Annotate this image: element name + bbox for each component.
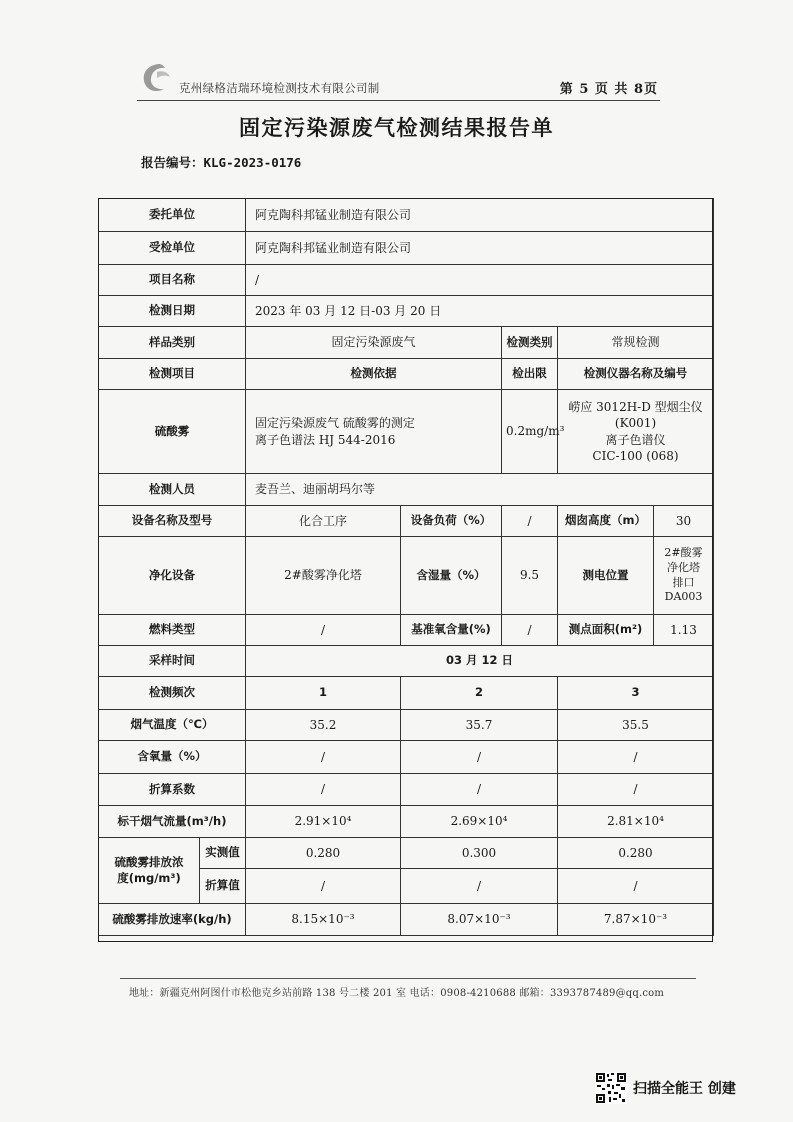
- instrument-line: CIC-100 (068): [592, 448, 679, 463]
- position-line: 排口: [672, 575, 695, 589]
- rate-value: 8.07×10⁻³: [401, 904, 558, 936]
- company-name: 克州绿格洁瑞环境检测技术有限公司制: [179, 81, 380, 95]
- ref-oxygen-value: /: [502, 615, 558, 646]
- page-header: [137, 58, 660, 102]
- load-label: 设备负荷（%）: [401, 506, 502, 537]
- qr-code-icon: [595, 1072, 627, 1104]
- inspected-label: 受检单位: [99, 232, 246, 265]
- frequency-value: 1: [246, 677, 401, 710]
- equipment-value: 化合工序: [246, 506, 401, 537]
- factor-label: 折算系数: [99, 774, 246, 806]
- factor-value: /: [558, 774, 714, 806]
- sampling-time-label: 采样时间: [99, 646, 246, 677]
- rate-label: 硫酸雾排放速率(kg/h): [99, 904, 246, 936]
- stack-height-label: 烟囱高度（m）: [558, 506, 654, 537]
- oxygen-value: /: [558, 741, 714, 774]
- client-value: 阿克陶科邦锰业制造有限公司: [246, 199, 714, 232]
- temp-value: 35.2: [246, 710, 401, 741]
- area-label: 测点面积(m²): [558, 615, 654, 646]
- concentration-label-line: 硫酸雾排放浓: [114, 854, 184, 869]
- fuel-value: /: [246, 615, 401, 646]
- measured-value: 0.280: [558, 838, 714, 869]
- temp-value: 35.7: [401, 710, 558, 741]
- oxygen-value: /: [401, 741, 558, 774]
- table-border: [98, 198, 713, 942]
- sample-type-label: 样品类别: [99, 327, 246, 359]
- moisture-value: 9.5: [502, 537, 558, 615]
- equipment-label: 设备名称及型号: [99, 506, 246, 537]
- measured-label: 实测值: [200, 838, 246, 869]
- frequency-value: 2: [401, 677, 558, 710]
- page-indicator: 第 5 页 共 8页: [559, 82, 658, 97]
- area-value: 1.13: [654, 615, 714, 646]
- footer-divider: [120, 978, 696, 979]
- frequency-value: 3: [558, 677, 714, 710]
- measured-value: 0.300: [401, 838, 558, 869]
- basis-line: 离子色谱法 HJ 544-2016: [255, 432, 396, 447]
- factor-value: /: [246, 774, 401, 806]
- limit-header: 检出限: [502, 359, 558, 390]
- sample-type-value: 固定污染源废气: [246, 327, 502, 359]
- temp-label: 烟气温度（℃）: [99, 710, 246, 741]
- client-label: 委托单位: [99, 199, 246, 232]
- converted-value: /: [558, 869, 714, 904]
- instrument-line: 崂应 3012H-D 型烟尘仪: [568, 400, 703, 415]
- load-value: /: [502, 506, 558, 537]
- test-type-label: 检测类别: [502, 327, 558, 359]
- flow-value: 2.69×10⁴: [401, 806, 558, 838]
- flow-value: 2.81×10⁴: [558, 806, 714, 838]
- converted-value: /: [246, 869, 401, 904]
- position-line: DA003: [664, 590, 703, 604]
- converted-label: 折算值: [200, 869, 246, 904]
- basis-header: 检测依据: [246, 359, 502, 390]
- moisture-label: 含湿量（%）: [401, 537, 502, 615]
- test-type-value: 常规检测: [558, 327, 714, 359]
- factor-value: /: [401, 774, 558, 806]
- rate-value: 7.87×10⁻³: [558, 904, 714, 936]
- basis-line: 固定污染源废气 硫酸雾的测定: [255, 416, 415, 431]
- scanner-watermark: [595, 1071, 736, 1105]
- stack-height-value: 30: [654, 506, 714, 537]
- position-label: 测电位置: [558, 537, 654, 615]
- purifier-label: 净化设备: [99, 537, 246, 615]
- project-label: 项目名称: [99, 265, 246, 296]
- flow-label: 标干烟气流量(m³/h): [99, 806, 246, 838]
- footer-contact: 地址：新疆克州阿图什市松他克乡站前路 138 号二楼 201 室 电话：0908-4210688 邮箱：3393787489@qq.com: [128, 988, 665, 999]
- header-divider: [137, 100, 660, 101]
- inspected-value: 阿克陶科邦锰业制造有限公司: [246, 232, 714, 265]
- item-header: 检测项目: [99, 359, 246, 390]
- instrument-line: (K001): [614, 416, 657, 431]
- report-number: 报告编号：KLG-2023-0176: [141, 155, 302, 170]
- company-logo-icon: [137, 60, 177, 96]
- personnel-value: 麦吾兰、迪丽胡玛尔等: [246, 474, 714, 506]
- instrument-header: 检测仪器名称及编号: [558, 359, 714, 390]
- frequency-label: 检测频次: [99, 677, 246, 710]
- detection-limit: 0.2mg/m³: [502, 390, 558, 474]
- rate-value: 8.15×10⁻³: [246, 904, 401, 936]
- position-line: 净化塔: [667, 560, 700, 574]
- fuel-label: 燃料类型: [99, 615, 246, 646]
- flow-value: 2.91×10⁴: [246, 806, 401, 838]
- measured-value: 0.280: [246, 838, 401, 869]
- report-title: 固定污染源废气检测结果报告单: [239, 115, 554, 140]
- watermark-text: 扫描全能王 创建: [633, 1081, 736, 1097]
- project-value: /: [246, 265, 714, 296]
- concentration-label-line: 度(mg/m³): [117, 870, 181, 885]
- oxygen-value: /: [246, 741, 401, 774]
- oxygen-label: 含氧量（%）: [99, 741, 246, 774]
- test-item: 硫酸雾: [99, 390, 246, 474]
- personnel-label: 检测人员: [99, 474, 246, 506]
- ref-oxygen-label: 基准氧含量(%): [401, 615, 502, 646]
- date-value: 2023 年 03 月 12 日-03 月 20 日: [246, 296, 714, 327]
- converted-value: /: [401, 869, 558, 904]
- purifier-value: 2#酸雾净化塔: [246, 537, 401, 615]
- sampling-time-value: 03 月 12 日: [246, 646, 714, 677]
- date-label: 检测日期: [99, 296, 246, 327]
- temp-value: 35.5: [558, 710, 714, 741]
- instrument-line: 离子色谱仪: [605, 432, 666, 447]
- position-line: 2#酸雾: [664, 545, 703, 559]
